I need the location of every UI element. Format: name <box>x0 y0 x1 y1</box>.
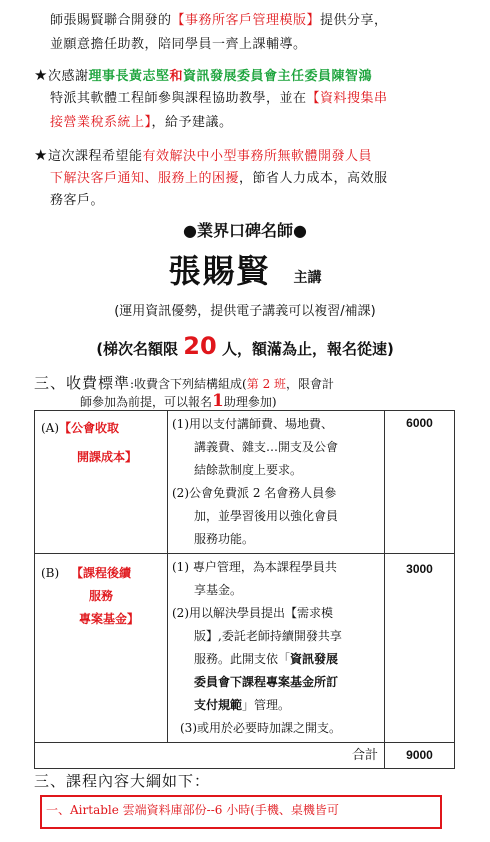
table-row <box>35 411 455 554</box>
fee-detail-b: (1) 專户管理，為本課程學員共 享基金。 (2)用以解決學員提出【需求模 版】,委託老師持續開發共享 服務。此開支依「資訊發展 委員會下課程專案基金所訂 支付規範」管理。 (3)或用於必要時加課之開支。 <box>168 554 385 743</box>
template-name: 【事務所客戶管理模版】 <box>171 13 321 28</box>
goal-line-2: 下解決客戶通知、服務上的困擾，節省人力成本，高效服 <box>50 171 388 186</box>
famous-heading: ●業界口碑名師● <box>183 221 307 240</box>
fee-amount-b: 3000 <box>385 554 455 743</box>
thanks-line-2: 特派其軟體工程師參與課程協助教學，並在【資料搜集串 <box>50 91 388 106</box>
thanks-line-1: ★次感謝理事長黃志堅和資訊發展委員會主任委員陳智鴻 <box>34 66 373 84</box>
star-icon: ★ <box>34 146 48 164</box>
intro-line-1: 師張賜賢聯合開發的【事務所客戶管理模版】提供分享， <box>50 13 388 28</box>
goal-line-1: ★這次課程希望能有效解決中小型事務所無軟體開發人員 <box>34 146 372 164</box>
fees-line-2: 師參加為前提，可以報名1助理參加) <box>80 391 277 411</box>
fee-amount-a: 6000 <box>385 411 455 554</box>
fee-detail-a: (1)用以支付講師費、場地費、 講義費、雜支…開支及公會 結餘款制度上要求。 (2)公會免費派 2 名會務人員參 加，並學習後用以強化會員 服務功能。 <box>168 411 385 554</box>
fee-table <box>34 410 455 769</box>
thanks-line-3: 接營業稅系統上】，給予建議。 <box>50 115 233 130</box>
teacher-name: 張賜賢 <box>168 252 271 290</box>
teacher-note: (運用資訊優勢，提供電子講義可以複習/補課) <box>114 304 376 319</box>
intro-line-2: 並願意擔任助教，陪同學員一齊上課輔導。 <box>50 37 307 52</box>
total-amount: 9000 <box>385 743 455 769</box>
teacher-role: 主講 <box>293 270 322 286</box>
total-label: 合計 <box>35 743 385 769</box>
goal-line-3: 務客戶。 <box>50 193 105 208</box>
table-row <box>35 554 455 743</box>
fee-label-a: (A)【公會收取 開課成本】 <box>35 411 168 554</box>
fees-title: 三、收費標準 <box>34 374 131 392</box>
quota-number: 20 <box>183 332 217 360</box>
fees-line-1: 三、收費標準:收費含下列結構組成(第 2 班，限會計 <box>34 374 335 392</box>
teacher-block <box>0 246 490 292</box>
fee-label-b: (B) 【課程後續 服務 專案基金】 <box>35 554 168 743</box>
outline-first-item: 一、Airtable 雲端資料庫部份--6 小時(手機、桌機皆可 <box>46 803 339 817</box>
quota-line: (梯次名額限 20 人，額滿為止，報名從速) <box>96 332 394 360</box>
outline-title: 三、課程內容大綱如下： <box>34 772 211 790</box>
star-icon: ★ <box>34 66 48 84</box>
table-row <box>35 743 455 769</box>
